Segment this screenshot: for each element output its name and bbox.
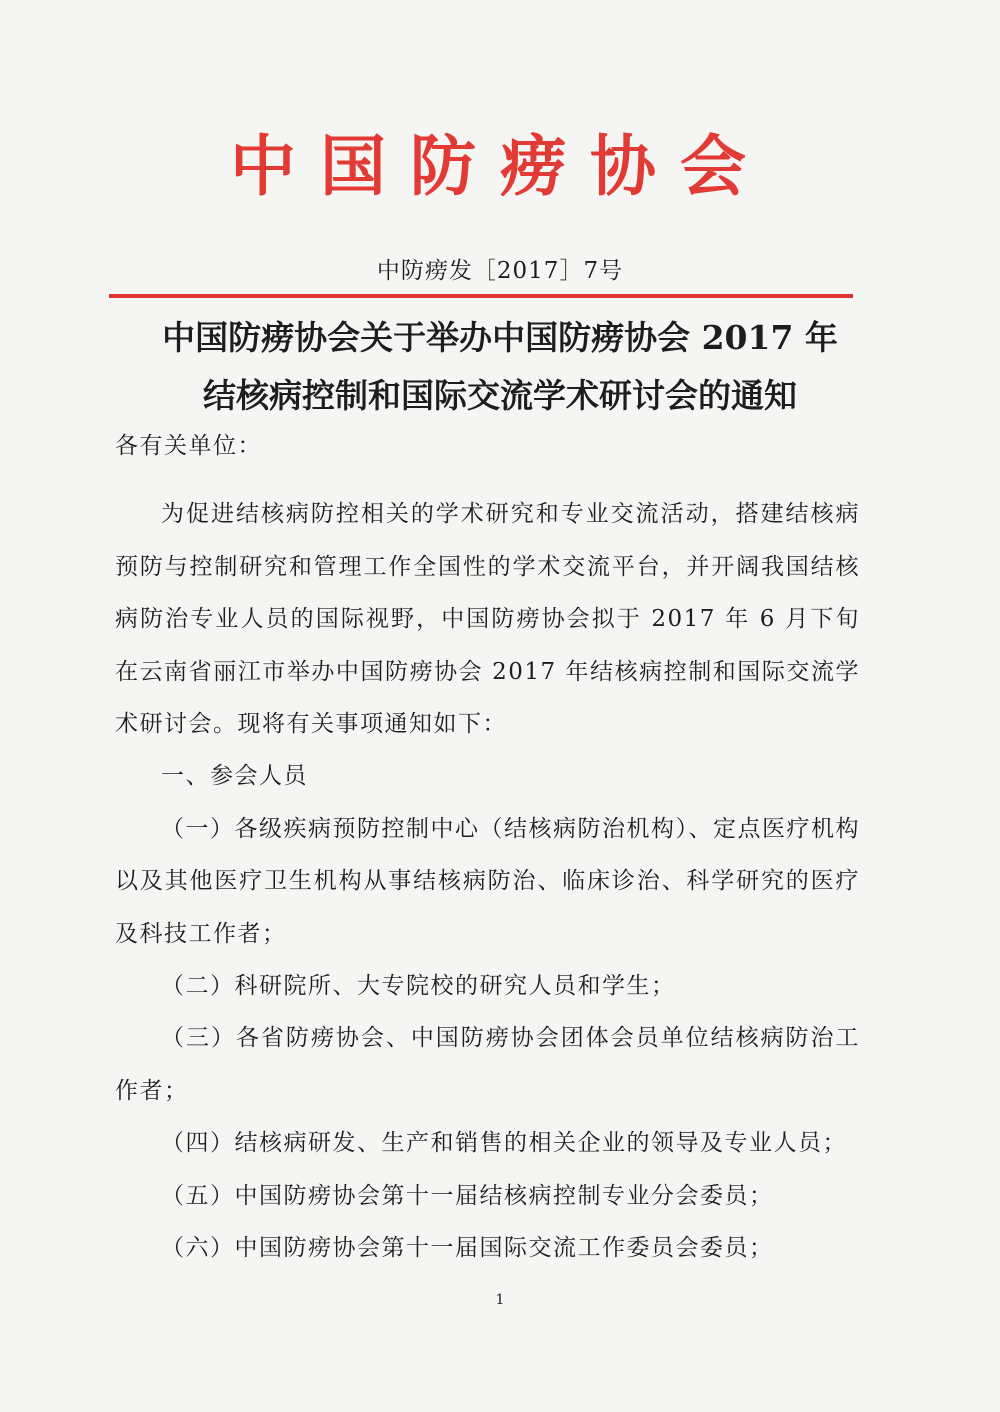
participant-item-1: （一）各级疾病预防控制中心（结核病防治机构）、定点医疗机构以及其他医疗卫生机构从事结核病防治、临床诊治、科学研究的医疗及科技工作者； xyxy=(115,815,860,947)
notice-title-line-1: 中国防痨协会关于举办中国防痨协会 2017 年 xyxy=(162,318,838,357)
notice-body xyxy=(115,420,860,1275)
notice-title-line-2: 结核病控制和国际交流学术研讨会的通知 xyxy=(203,376,797,415)
notice-title xyxy=(0,309,1000,425)
participant-item-2: （二）科研院所、大专院校的研究人员和学生； xyxy=(161,973,676,1000)
red-divider-line xyxy=(109,294,853,298)
section-heading-participants: 一、参会人员 xyxy=(161,763,308,790)
page-number: 1 xyxy=(495,1292,505,1308)
organization-header: 中国防痨协会 xyxy=(230,128,770,205)
document-number: 中防痨发［2017］7号 xyxy=(376,258,624,284)
participant-item-5: （五）中国防痨协会第十一届结核病控制专业分会委员； xyxy=(161,1182,774,1209)
participant-item-4: （四）结核病研发、生产和销售的相关企业的领导及专业人员； xyxy=(161,1130,847,1157)
participant-item-6: （六）中国防痨协会第十一届国际交流工作委员会委员； xyxy=(161,1235,774,1262)
participant-item-3: （三）各省防痨协会、中国防痨协会团体会员单位结核病防治工作者； xyxy=(115,1025,860,1104)
intro-paragraph: 为促进结核病防控相关的学术研究和专业交流活动，搭建结核病预防与控制研究和管理工作全国性的学术交流平台，并开阔我国结核病防治专业人员的国际视野，中国防痨协会拟于 2017 年 6 月下旬在云南省丽江市举办中国防痨协会 2017 年结核病控制和国际交流学术研讨会。现将有关事项通知如下： xyxy=(115,501,860,738)
salutation: 各有关单位： xyxy=(115,433,262,459)
